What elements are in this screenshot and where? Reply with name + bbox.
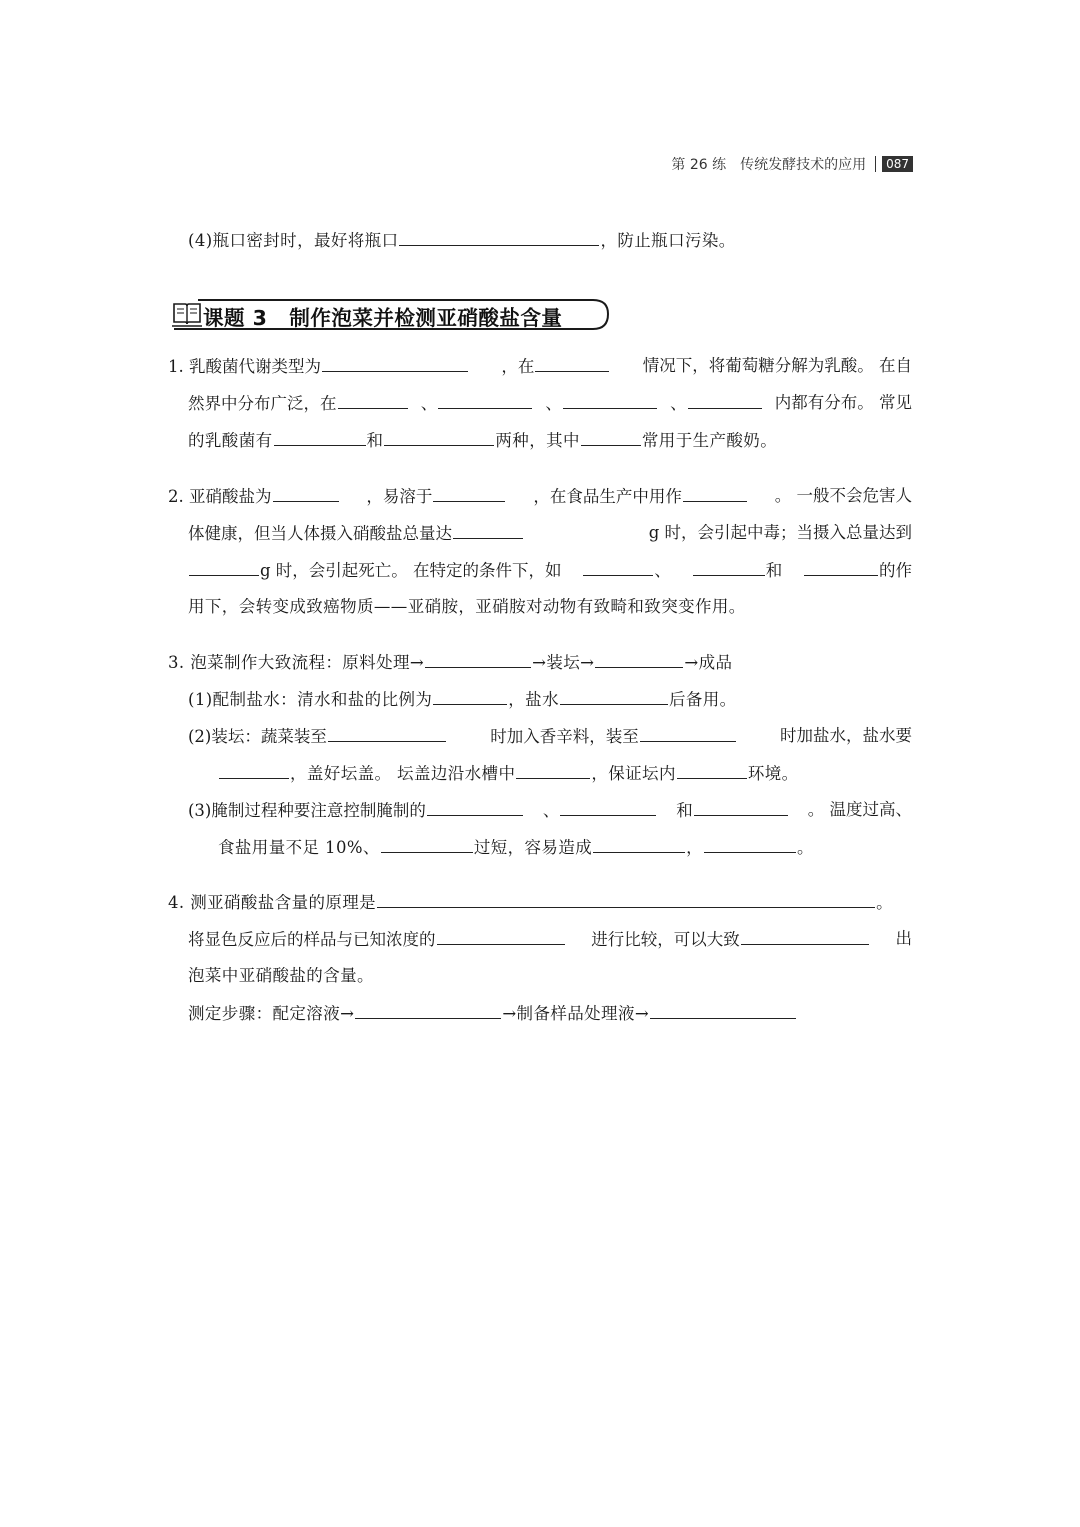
q2-line-1 (168, 485, 912, 508)
blank[interactable] (453, 522, 523, 539)
text: 2. 亚硝酸盐为 (168, 487, 272, 506)
blank[interactable] (219, 762, 289, 779)
prev-question-4 (188, 229, 736, 252)
text: 和 (765, 561, 783, 580)
blank[interactable] (583, 559, 653, 576)
blank[interactable] (273, 485, 339, 502)
text: 用下，会转变成致癌物质——亚硝胺，亚硝胺对动物有致畸和致突变作用。 (188, 597, 746, 616)
text: →成品 (684, 653, 733, 672)
blank[interactable] (593, 836, 685, 853)
text: 情况下，将葡萄糖分解为乳酸。 在自 (642, 356, 912, 375)
blank[interactable] (433, 688, 507, 705)
blank[interactable] (433, 485, 505, 502)
text: ，在食品生产中用作 (533, 487, 682, 506)
text: 食盐用量不足 10%、 (218, 838, 380, 857)
text: (1)配制盐水：清水和盐的比例为 (188, 690, 433, 709)
blank[interactable] (704, 836, 796, 853)
blank[interactable] (425, 651, 531, 668)
q3-sub-3 (188, 799, 912, 822)
text: 常用于生产酸奶。 (641, 431, 778, 450)
text: 将显色反应后的样品与已知浓度的 (188, 930, 436, 949)
blank[interactable] (438, 392, 532, 409)
text: 4. 测亚硝酸盐含量的原理是 (168, 893, 377, 912)
text: 环境。 (747, 764, 799, 783)
text: ，在 (501, 357, 535, 376)
text: 后备用。 (668, 690, 737, 709)
blank[interactable] (381, 836, 473, 853)
q4-line-3 (188, 965, 374, 987)
q3-sub-2-line-2 (218, 762, 799, 785)
header-divider (875, 156, 876, 172)
text: 。 一般不会危害人 (774, 486, 912, 505)
blank[interactable] (399, 229, 599, 246)
q1-line-3 (188, 429, 777, 452)
blank[interactable] (437, 928, 565, 945)
text: 3. 泡菜制作大致流程：原料处理→ (168, 653, 425, 672)
text: 和 (366, 431, 384, 450)
blank[interactable] (189, 559, 259, 576)
q4-line-4 (188, 1002, 797, 1025)
blank[interactable] (595, 651, 683, 668)
q3-line-1 (168, 651, 732, 674)
text: 、 (670, 394, 687, 413)
text: ，盖好坛盖。 坛盖边沿水槽中 (290, 764, 516, 783)
text: g 时，会引起死亡。 在特定的条件下，如 (260, 561, 562, 580)
text: 。 (797, 838, 814, 857)
q1-line-1 (168, 355, 912, 378)
blank[interactable] (377, 891, 875, 908)
text: 的乳酸菌有 (188, 431, 273, 450)
blank[interactable] (688, 392, 762, 409)
blank[interactable] (640, 725, 736, 742)
blank[interactable] (274, 429, 366, 446)
q4-line-1 (168, 891, 893, 914)
text: 出 (895, 929, 912, 948)
page-header (660, 153, 913, 175)
blank[interactable] (328, 725, 446, 742)
blank[interactable] (677, 762, 747, 779)
lesson-topic: 传统发酵技术的应用 (740, 157, 867, 173)
page-number: 087 (882, 156, 913, 172)
q3-sub-2 (188, 725, 912, 748)
blank[interactable] (804, 559, 878, 576)
text: 、 (545, 394, 562, 413)
book-icon (172, 304, 202, 326)
text: 的作 (879, 561, 912, 580)
blank[interactable] (384, 429, 494, 446)
text: →装坛→ (532, 653, 595, 672)
blank[interactable] (560, 688, 668, 705)
text: 泡菜中亚硝酸盐的含量。 (188, 966, 374, 985)
blank[interactable] (581, 429, 641, 446)
blank[interactable] (535, 355, 609, 372)
text: (2)装坛：蔬菜装至 (188, 727, 327, 746)
blank[interactable] (694, 799, 788, 816)
blank[interactable] (650, 1002, 796, 1019)
blank[interactable] (560, 799, 656, 816)
text: 进行比较，可以大致 (591, 930, 740, 949)
blank[interactable] (322, 355, 468, 372)
blank[interactable] (683, 485, 747, 502)
q2-line-4 (188, 596, 746, 618)
blank[interactable] (516, 762, 590, 779)
blank[interactable] (741, 928, 869, 945)
text: 和 (676, 801, 693, 820)
text: ，防止瓶口污染。 (600, 231, 736, 250)
q4-line-2 (188, 928, 912, 951)
section-name: 制作泡菜并检测亚硝酸盐含量 (289, 306, 563, 330)
q3-sub-1 (188, 688, 737, 711)
blank[interactable] (355, 1002, 501, 1019)
q2-line-2 (188, 522, 912, 545)
text: 体健康，但当人体摄入硝酸盐总量达 (188, 524, 452, 543)
text: 两种，其中 (495, 431, 580, 450)
blank[interactable] (693, 559, 765, 576)
text: g 时，会引起中毒；当摄入总量达到 (648, 523, 912, 542)
section-title (203, 301, 562, 331)
text: 、 (420, 394, 438, 413)
text: 然界中分布广泛，在 (188, 394, 337, 413)
section-title-banner (170, 298, 610, 330)
text: (3)腌制过程种要注意控制腌制的 (188, 801, 426, 820)
text: ，易溶于 (366, 487, 433, 506)
q2-line-3 (188, 559, 912, 582)
blank[interactable] (338, 392, 408, 409)
text: 过短，容易造成 (473, 838, 593, 857)
lesson-number: 第 26 练 (671, 157, 727, 173)
text: ， (686, 838, 704, 857)
text: 、 (542, 801, 560, 820)
text: 内都有分布。 常见 (774, 393, 912, 412)
text: 、 (654, 561, 671, 580)
text: 。 温度过高、 (807, 800, 912, 819)
text: →制备样品处理液→ (502, 1004, 650, 1023)
text: ，保证坛内 (591, 764, 676, 783)
blank[interactable] (427, 799, 523, 816)
text: 时加入香辛料，装至 (490, 727, 639, 746)
text: 时加盐水，盐水要 (780, 726, 912, 745)
section-label: 课题 3 (203, 306, 268, 330)
q3-sub-3-line-2 (218, 836, 814, 859)
text: 测定步骤：配定溶液→ (188, 1004, 355, 1023)
text: 。 (876, 893, 893, 912)
q1-line-2 (188, 392, 912, 415)
text: (4)瓶口密封时，最好将瓶口 (188, 231, 399, 250)
text: ，盐水 (508, 690, 559, 709)
text: 1. 乳酸菌代谢类型为 (168, 357, 321, 376)
blank[interactable] (563, 392, 657, 409)
